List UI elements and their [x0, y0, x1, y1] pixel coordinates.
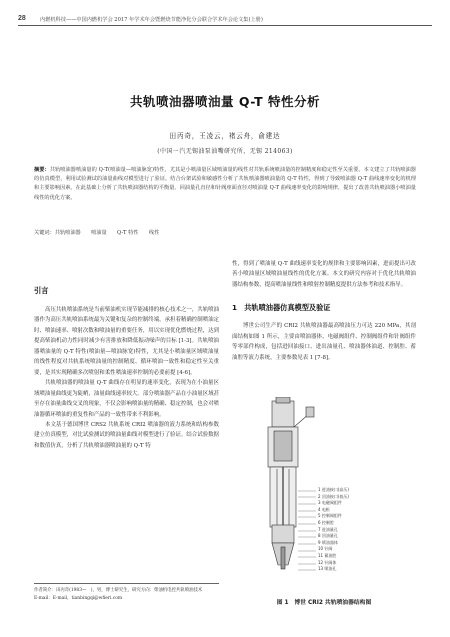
callout-10: 10 针阀	[318, 546, 333, 552]
header-rule	[18, 25, 432, 26]
callout-3: 3 电磁阀组件	[318, 500, 342, 506]
callout-12: 12 针阀体	[318, 559, 337, 565]
callout-8: 8 回油量孔	[318, 533, 338, 539]
intro-paragraph-3: 本文基于德国博世 CRS2 共轨系统 CRI2 喷油器的液力系统和结构参数建立仿真模型，对比试验测试的喷油量曲线对模型进行了验证。结合试验数据和数值仿真，分析了共轨喷油器喷油量的 Q-T 特	[34, 421, 219, 449]
callout-1: 1 进油接口(高压)	[318, 487, 349, 492]
injector-figure	[250, 397, 400, 577]
page-number: 28	[18, 15, 26, 22]
footnote-line-1: 作者简介：田丙奇(1983— )，男，博士研究生，研究方向：柴油机电控共轨喷油技术	[34, 588, 203, 593]
abstract	[34, 166, 416, 203]
paper-title: 共轨喷油器喷油量 Q-T 特性分析	[130, 94, 320, 109]
abstract-text: 共轨喷油器喷油量的 Q-T(喷油量—喷油脉宽)特性，尤其是小喷油量区域喷油量的线性对共轨系统喷油量的控制精度和稳定性至关重要。本文建立了共轨喷油器的仿真模型，利用试验测试的油量曲线对模型进行了验证。结合台架试验和敏感性分析了共轨喷油器喷油量的 Q-T 特性，得到了导致喷油器 Q-T 曲线速率变化的机理和主要影响因素。在此基础上分析了共轨喷油器结构的平衡量、回油量孔直径和针阀座面直径对喷油量 Q-T 曲线速率变化的影响规律，提出了改善共轨喷油器小喷油量线性的优化方案。	[34, 167, 416, 201]
callout-2: 2 回油接口(低压)	[318, 493, 349, 499]
callout-7: 7 进油量孔	[318, 526, 338, 532]
callout-11: 11 蓄油腔	[318, 552, 337, 558]
keywords-text: 共轨喷油器 喷油量 Q-T 特性 线性	[54, 230, 160, 236]
right-continuation-paragraph: 性，得到了喷油量 Q-T 曲线速率变化的规律和主要影响因素，进而提出可改善小喷油量区域喷油量线性的优化方案。本文的研究内容对于优化共轨喷油器结构参数，提高喷油量线性和喷射控制精度提供方法参考和技术指导。	[232, 261, 416, 288]
intro-paragraph-2: 共轨喷油器的喷油量 Q-T 曲线存在明显的速率变化，表现为在小油量区域喷油量曲线更为陡峭，油量曲线速率较大。部分喷油器产品在小油量区域甚至存在油量曲线交叉的现象，不仅会影响喷油量的精确、稳定控制，也会对喷油器循环喷油的重复性和产品的一致性带来不利影响。	[34, 380, 219, 418]
model-heading: 1 共轨喷油器仿真模型及验证	[232, 303, 331, 313]
callout-4: 4 电枢	[318, 506, 330, 512]
paper-authors: 田丙奇，王凌云，褚云舟，俞建达	[169, 132, 281, 140]
keywords	[34, 229, 416, 236]
left-column	[34, 286, 219, 451]
intro-paragraph-1: 高压共轨喷油系统是当前柴油机实现节能减排的核心技术之一，共轨喷油器作为高压共轨喷油系统最为关键和复杂的控制终端，承担着精确控制喷油定时、喷油速率、喷射次数和喷油量的重要任务，用以实现优化燃烧过程，达到提高柴油机动力性同时减少有害排放和降低振动噪声的目标 [1-3]。共轨喷油器喷油量的 Q-T 特性(喷油量—喷油脉宽)特性，尤其是小喷油量区域喷油量的线性程度对共轨系统喷油量的控制精度、循环喷油一致性和稳定性至关重要，是其实现精确多次喷射和柔性喷油速率控制的必要前提 [4-6]。	[34, 307, 220, 376]
right-column	[232, 259, 416, 363]
keywords-label: 关键词：	[34, 230, 55, 236]
figure-caption: 图 1 博世 CRI2 共轨喷油器结构图	[276, 600, 372, 606]
callout-13: 13 喷油孔	[318, 566, 337, 572]
intro-heading: 引言	[34, 286, 49, 295]
paper-affiliation: (中国一汽无锡油泵油嘴研究所，无锡 214063)	[157, 148, 293, 155]
abstract-label: 摘要：	[34, 167, 50, 173]
callout-6: 6 控制腔	[318, 519, 334, 525]
footnote-line-2: E-mail：E-mail，tianbingqi@wfieri.com	[34, 596, 123, 601]
callout-9: 9 喷油器体	[318, 539, 338, 545]
model-paragraph: 博世公司生产的 CRI2 共轨喷油器最高喷油压力可达 220 MPa，其剖面结构如图 1 所示，主要由喷油器体、电磁阀组件、控制阀组件和针阀组件等零部件构成，包括进回油接口、进出油量孔、喷油器体油道、控制腔、蓄油腔等液力系统，主要参数见表 1 [7-8]。	[232, 323, 416, 361]
author-footnote	[34, 583, 219, 603]
figure-callout-list	[318, 487, 349, 573]
running-title: 内燃机科技——中国内燃机学会 2017 年学术年会暨燃烧节能净化分会联合学术年会论文集(上册)	[40, 17, 263, 23]
page-header	[18, 12, 432, 26]
callout-5: 5 控制阀组件	[318, 513, 342, 519]
